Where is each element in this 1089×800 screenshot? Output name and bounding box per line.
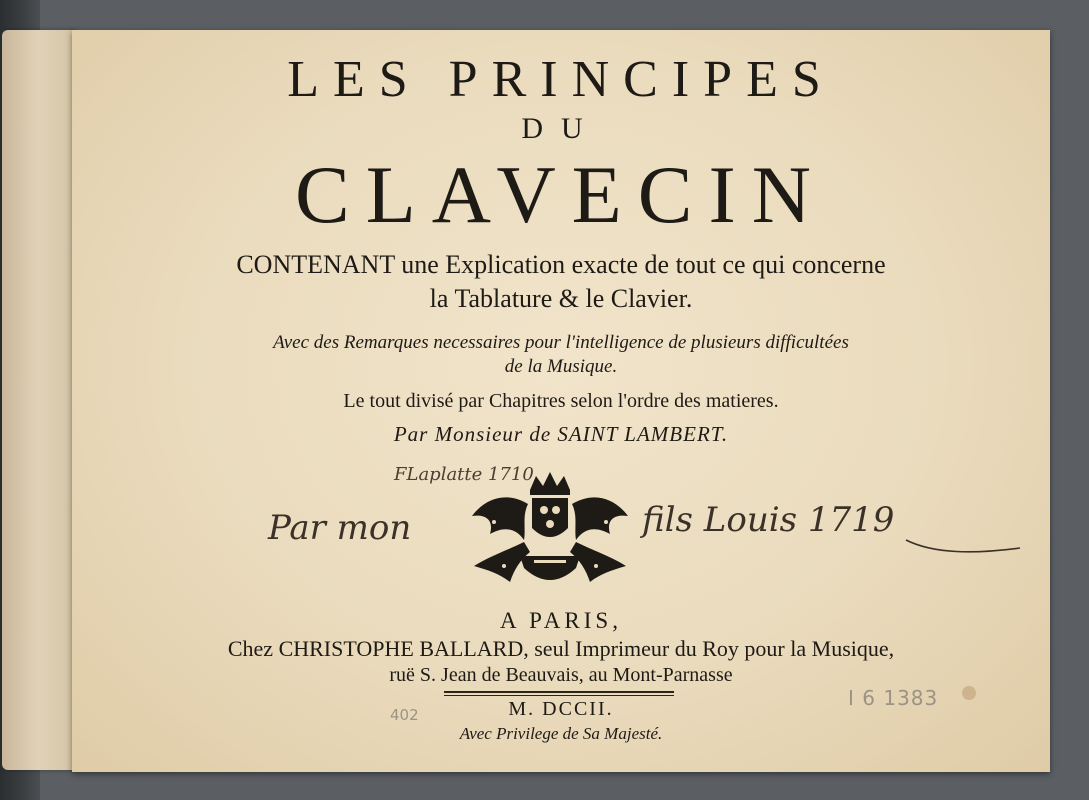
title-du: DU	[521, 112, 601, 145]
remarks-line-1: Avec des Remarques necessaires pour l'intelligence de plusieurs difficultées	[273, 332, 849, 353]
left-page-edge	[2, 30, 74, 770]
imprint-rule	[444, 691, 674, 696]
author-line: Par Monsieur de SAINT LAMBERT.	[393, 422, 729, 446]
imprint-date: M. DCCII.	[508, 698, 614, 720]
division-note: Le tout divisé par Chapitres selon l'ordre des matieres.	[343, 390, 779, 412]
handwritten-note-right: fils Louis 1719	[642, 500, 895, 540]
remarks-line-2: de la Musique.	[504, 356, 618, 377]
imprint-place: A PARIS,	[500, 608, 622, 633]
publisher-line-2: ruë S. Jean de Beauvais, au Mont-Parnasse	[389, 664, 733, 686]
royal-arms-ornament-icon	[464, 470, 636, 594]
handwritten-note-left: Par mon	[268, 508, 412, 548]
shelfmark: I 6 1383	[848, 686, 939, 710]
signature: FLaplatte 1710	[394, 464, 534, 485]
contents-line-2: la Tablature & le Clavier.	[429, 284, 693, 313]
publisher-line-1: Chez CHRISTOPHE BALLARD, seul Imprimeur du Roy pour la Musique,	[227, 636, 895, 661]
title-line-principes: LES PRINCIPES	[287, 51, 835, 108]
title-line-clavecin: CLAVECIN	[295, 149, 827, 240]
stain-spot	[962, 686, 976, 700]
privilege-note: Avec Privilege de Sa Majesté.	[459, 724, 663, 743]
contents-line-1: CONTENANT une Explication exacte de tout ce qui concerne	[236, 250, 886, 279]
title-page	[72, 30, 1050, 772]
pencil-number: 402	[390, 706, 419, 724]
flourish-icon	[904, 530, 1024, 560]
